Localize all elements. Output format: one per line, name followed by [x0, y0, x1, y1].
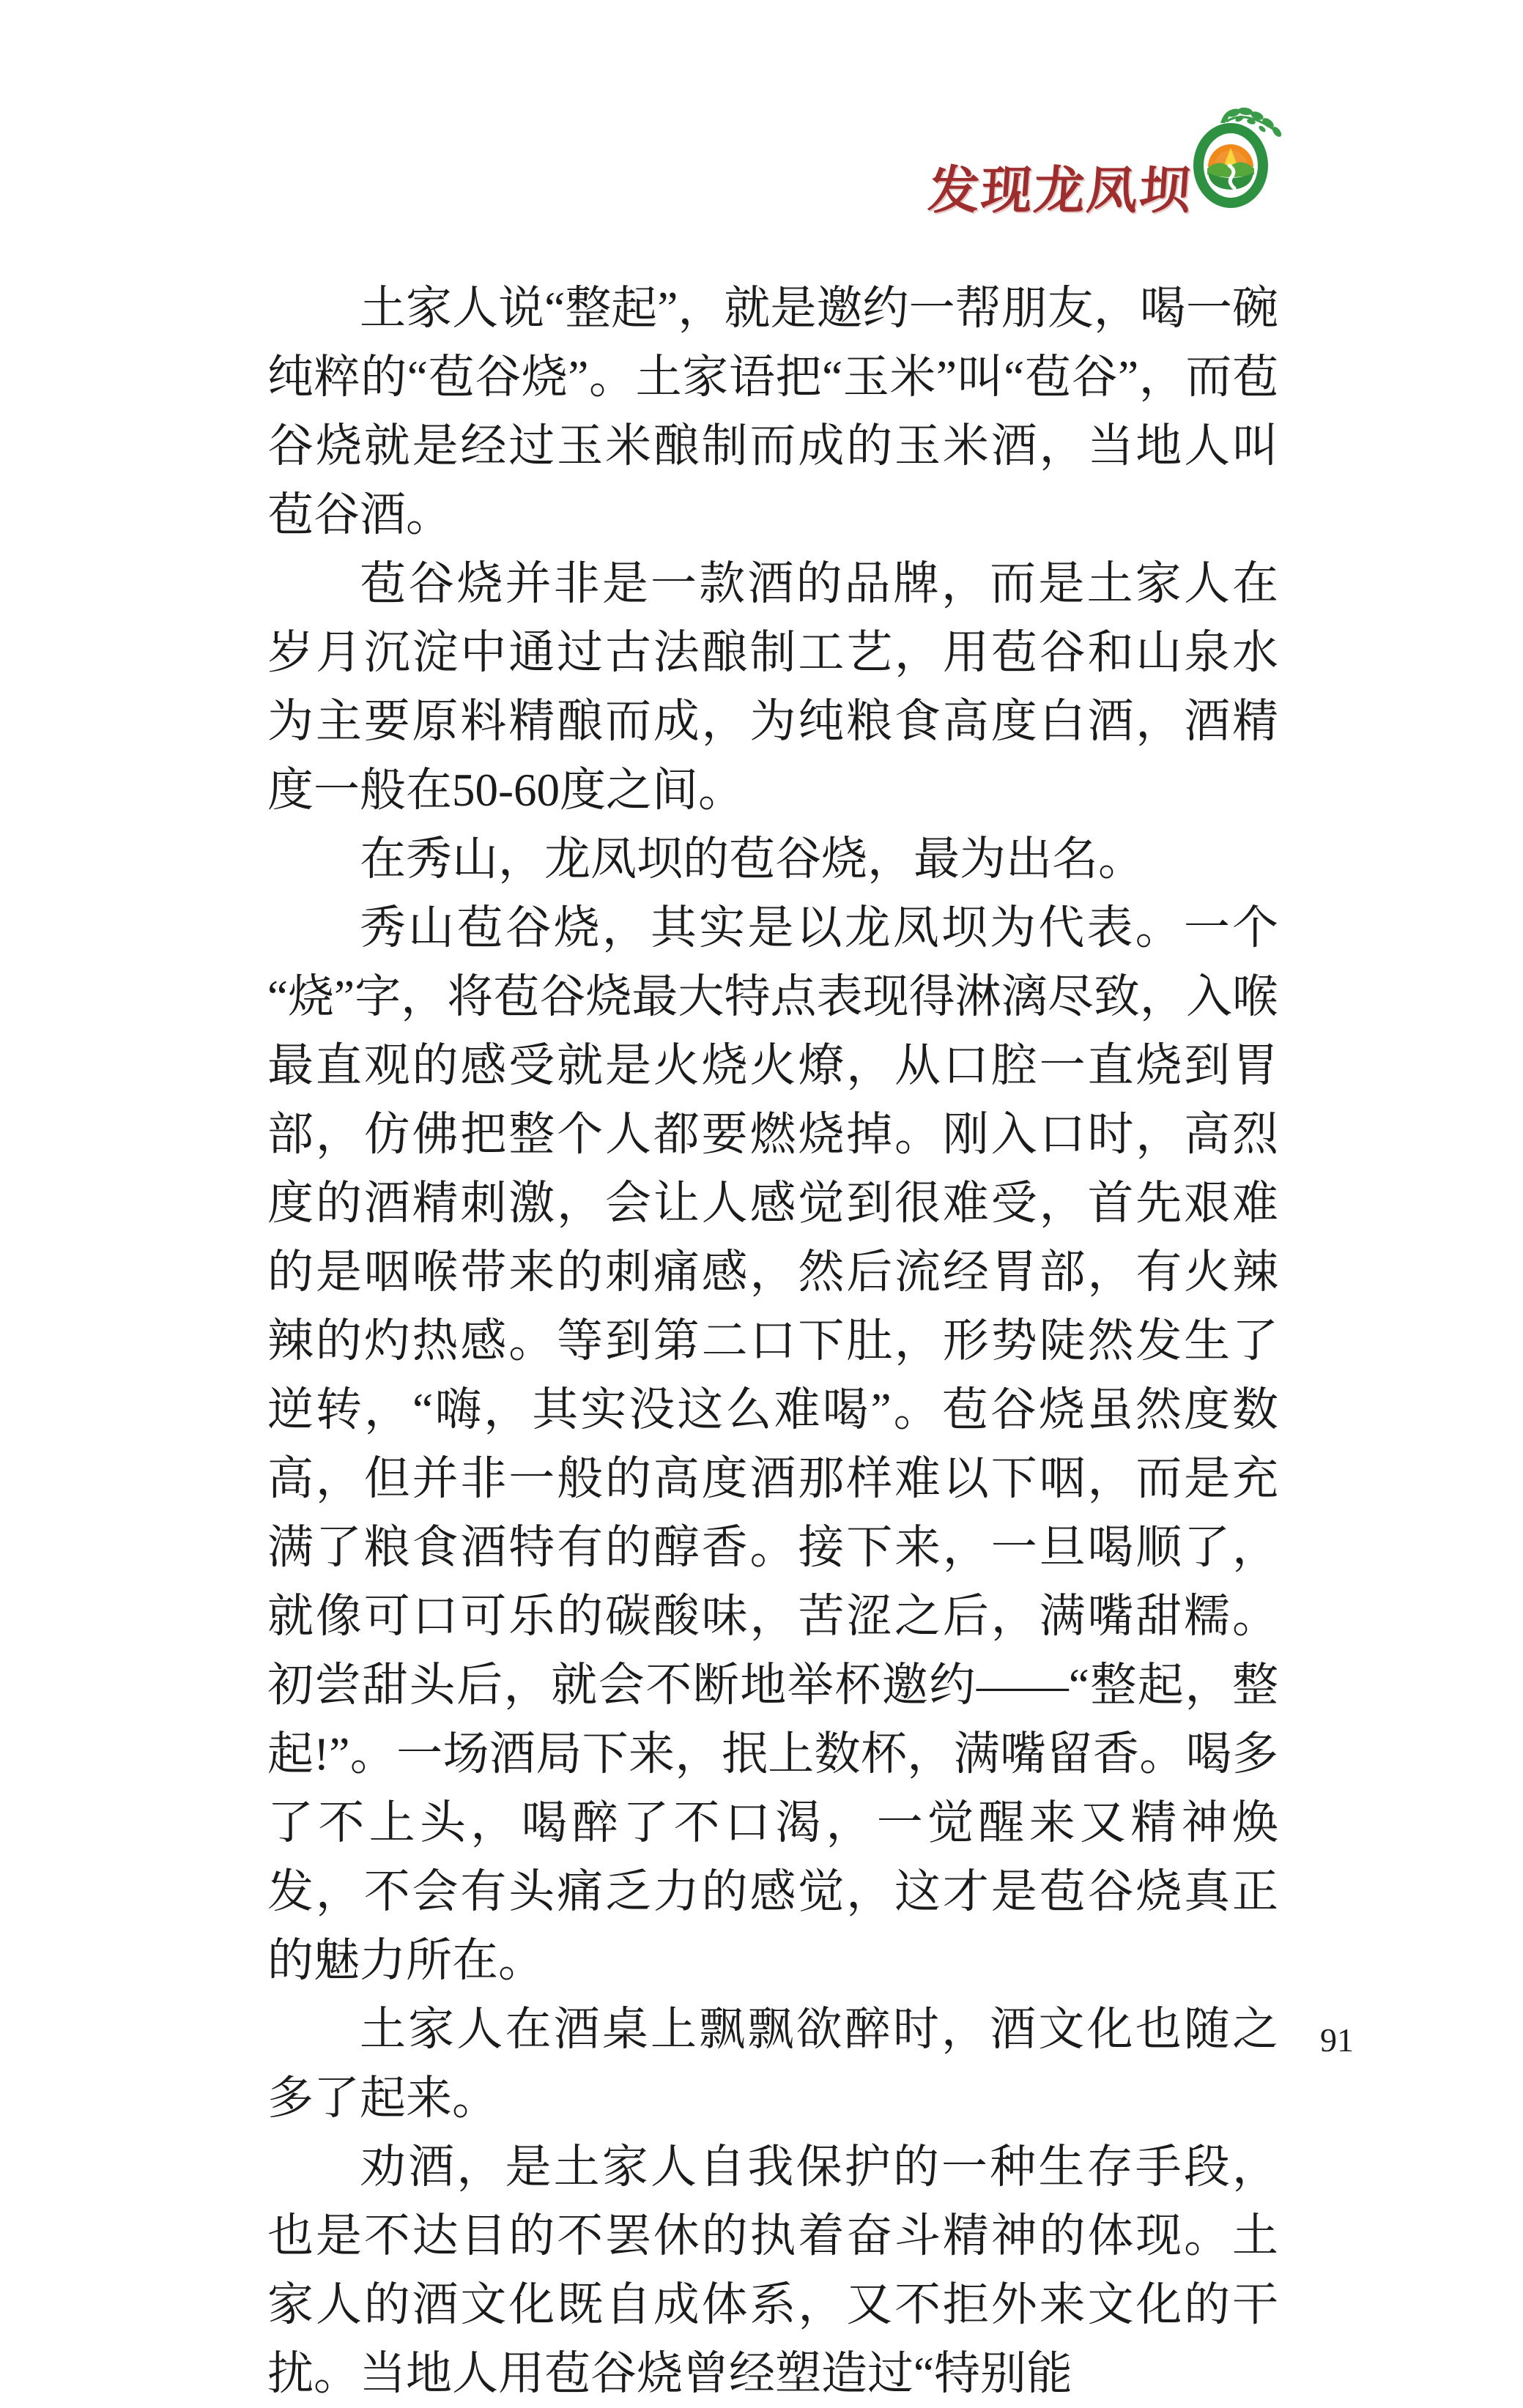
body-paragraph: 土家人说“整起”，就是邀约一帮朋友，喝一碗纯粹的“苞谷烧”。土家语把“玉米”叫“苞谷”，而苞谷烧就是经过玉米酿制而成的玉米酒，当地人叫苞谷酒。 [267, 283, 1278, 540]
page-header-title: 发现龙凤坝 [926, 163, 1194, 220]
longfengba-logo-icon [1191, 107, 1289, 218]
body-paragraph: 秀山苞谷烧，其实是以龙凤坝为代表。一个“烧”字，将苞谷烧最大特点表现得淋漓尽致，入喉最直观的感受就是火烧火燎，从口腔一直烧到胃部，仿佛把整个人都要燃烧掉。刚入口时，高烈度的酒精刺激，会让人感觉到很难受，首先艰难的是咽喉带来的刺痛感，然后流经胃部，有火辣辣的灼热感。等到第二口下肚，形势陡然发生了逆转，“嗨，其实没这么难喝”。苞谷烧虽然度数高，但并非一般的高度酒那样难以下咽，而是充满了粮食酒特有的醇香。接下来，一旦喝顺了，就像可口可乐的碳酸味，苦涩之后，满嘴甜糯。初尝甜头后，就会不断地举杯邀约——“整起，整起!”。一场酒局下来，抿上数杯，满嘴留香。喝多了不上头，喝醉了不口渴，一觉醒来又精神焕发，不会有头痛乏力的感觉，这才是苞谷烧真正的魅力所在。 [267, 902, 1278, 1986]
body-paragraph: 土家人在酒桌上飘飘欲醉时，酒文化也随之多了起来。 [267, 2004, 1278, 2124]
longfengba-logo [1191, 107, 1289, 218]
article-body [267, 274, 1278, 2408]
body-paragraph: 在秀山，龙凤坝的苞谷烧，最为出名。 [360, 833, 1144, 885]
page-number: 91 [1320, 2021, 1354, 2059]
body-paragraph: 苞谷烧并非是一款酒的品牌，而是土家人在岁月沉淀中通过古法酿制工艺，用苞谷和山泉水为主要原料精酿而成，为纯粮食高度白酒，酒精度一般在50-60度之间。 [267, 558, 1278, 816]
body-paragraph: 劝酒，是土家人自我保护的一种生存手段，也是不达目的不罢休的执着奋斗精神的体现。土家人的酒文化既自成体系，又不拒外来文化的干扰。当地人用苞谷烧曾经塑造过“特别能 [267, 2141, 1278, 2399]
